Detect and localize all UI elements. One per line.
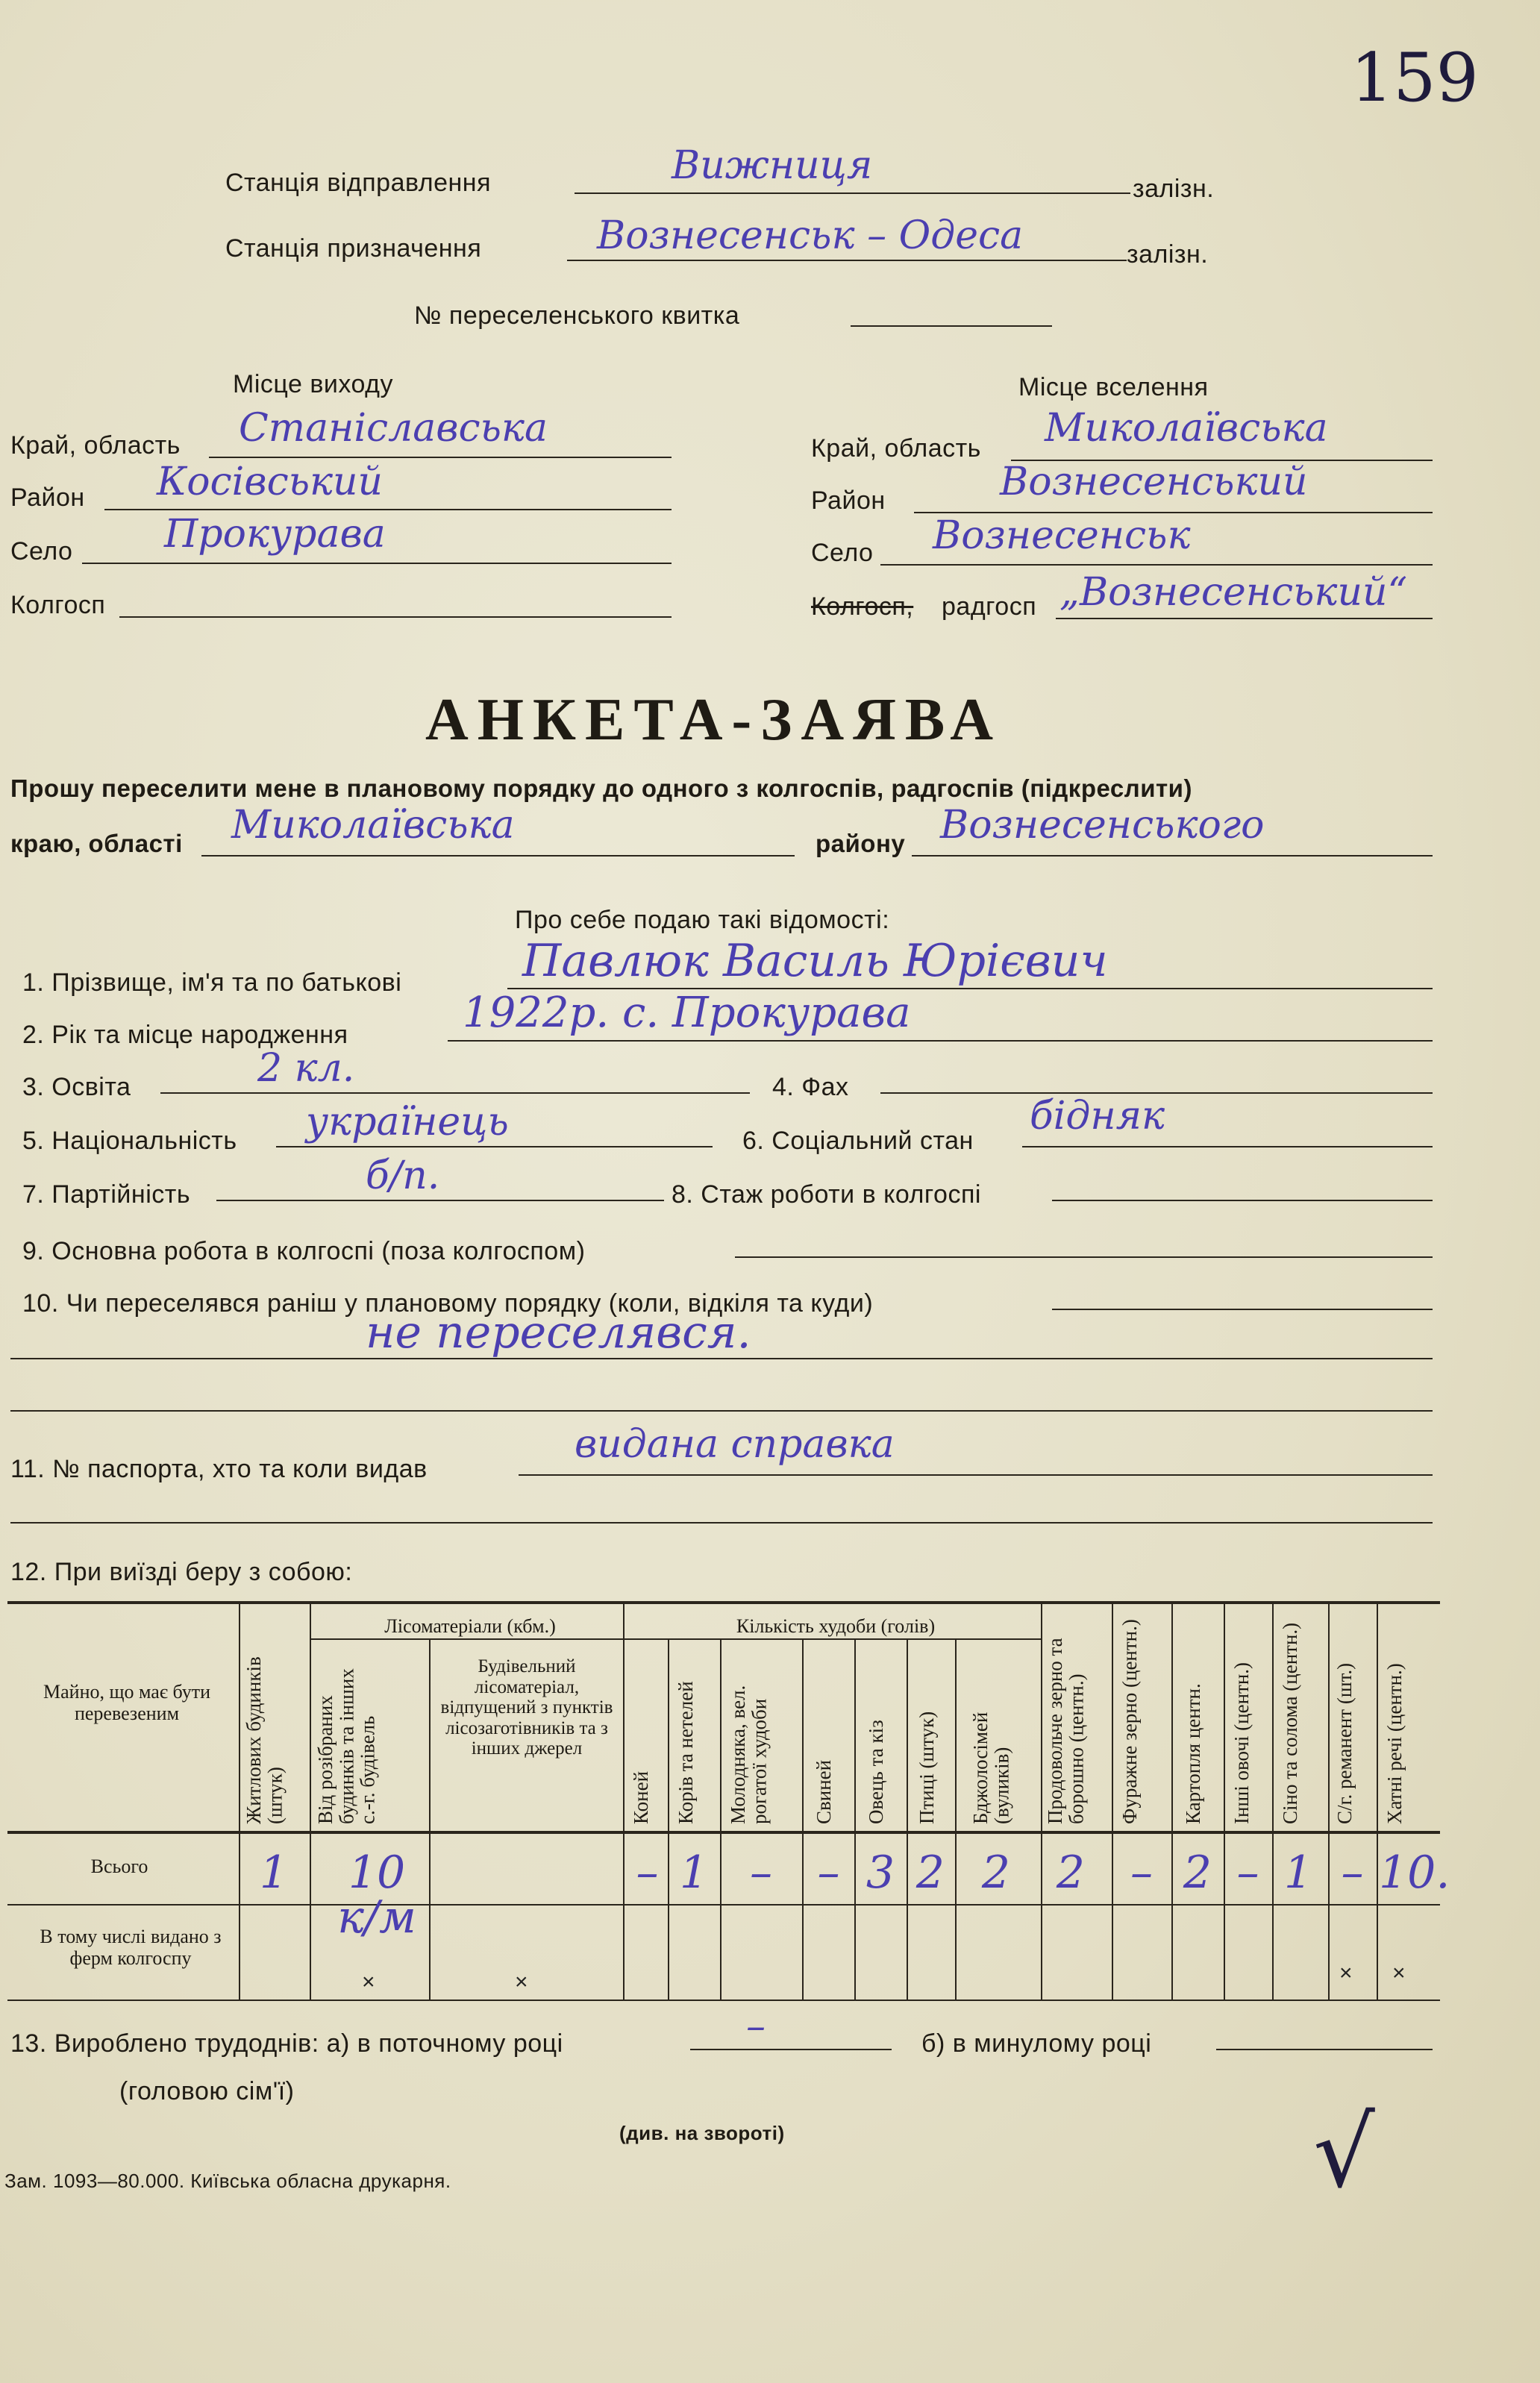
origin-district-line xyxy=(104,509,672,510)
total-young: – xyxy=(750,1847,772,1899)
field-6-line xyxy=(1022,1146,1433,1147)
row-farm-label: В тому числі видано з ферм колгоспу xyxy=(40,1926,222,1969)
table-col-line xyxy=(1112,1601,1113,2000)
col-hay: Сіно та солома (центн.) xyxy=(1279,1622,1301,1824)
total-feed: – xyxy=(1130,1847,1153,1899)
field-8-label: 8. Стаж роботи в колгоспі xyxy=(672,1180,981,1209)
request-district-label: району xyxy=(816,830,906,857)
col-feed: Фуражне зерно (центн.) xyxy=(1118,1619,1141,1824)
destination-station-suffix: залізн. xyxy=(1127,240,1209,269)
archive-page-number: 159 xyxy=(1350,39,1479,117)
col-tools: С/г. реманент (шт.) xyxy=(1333,1662,1356,1824)
field-7-value: б/п. xyxy=(366,1153,440,1198)
table-col-line xyxy=(1377,1601,1378,2000)
field-6-label: 6. Соціальний стан xyxy=(742,1127,974,1155)
table-row-header: Майно, що має бути перевезеним xyxy=(43,1681,210,1724)
table-col-line xyxy=(668,1638,669,2000)
field-10-line xyxy=(1052,1309,1433,1310)
origin-kolkhoz-label: Колгосп xyxy=(10,591,106,619)
ticket-label: № переселенського квитка xyxy=(414,301,740,330)
table-col-line xyxy=(907,1638,908,2000)
table-col-line xyxy=(802,1638,804,2000)
field-10-label: 10. Чи переселявся раніш у плановому порядку (коли, відкіля та куди) xyxy=(22,1289,874,1318)
table-header-bottom xyxy=(7,1831,1440,1834)
total-dismantled: 10 к/м xyxy=(337,1847,416,1944)
request-district-line xyxy=(912,855,1433,857)
field-11-line xyxy=(519,1474,1433,1476)
dest-region-value: Миколаївська xyxy=(1045,406,1328,451)
col-bees: Бджолосімей (вуликів) xyxy=(969,1712,1013,1824)
dest-kolkhoz-struck-label: Колгосп, xyxy=(811,592,914,621)
departure-line xyxy=(575,192,1130,194)
dest-village-value: Вознесенськ xyxy=(933,513,1191,558)
field-5-label: 5. Національність xyxy=(22,1127,237,1155)
col-building-timber: Будівельний лісоматеріал, відпущений з пунктів лісозаготівників та з інших джерел xyxy=(440,1656,613,1759)
table-top-border xyxy=(7,1601,1440,1604)
field-5-line xyxy=(276,1146,713,1147)
field-2-line xyxy=(448,1040,1433,1042)
col-horses: Коней xyxy=(630,1770,652,1824)
origin-heading: Місце виходу xyxy=(233,370,393,398)
col-grain: Продовольче зерно та борошно (центн.) xyxy=(1044,1638,1088,1824)
field-3-value: 2 кл. xyxy=(257,1046,355,1091)
col-houses: Житлових будинків (штук) xyxy=(242,1656,287,1824)
origin-kolkhoz-line xyxy=(119,616,672,618)
total-birds: 2 xyxy=(915,1847,945,1899)
dest-district-value: Вознесенський xyxy=(1000,460,1308,504)
field-13-a-line xyxy=(690,2049,892,2050)
see-back-note: (див. на звороті) xyxy=(619,2122,785,2144)
origin-region-line xyxy=(209,457,672,458)
origin-region-value: Станіславська xyxy=(239,406,548,451)
field-10-line-3 xyxy=(10,1410,1433,1412)
dest-village-label: Село xyxy=(811,539,874,567)
table-col-line xyxy=(429,1638,431,2000)
col-pigs: Свиней xyxy=(813,1759,835,1824)
col-dismantled: Від розібраних будинків та інших с.-г. будівель xyxy=(314,1668,379,1824)
dest-kolkhoz-value: „Вознесенський“ xyxy=(1059,570,1408,615)
field-11-line-2 xyxy=(10,1522,1433,1524)
ticket-line xyxy=(851,325,1052,327)
origin-district-value: Косівський xyxy=(157,460,384,504)
dest-region-label: Край, область xyxy=(811,434,981,463)
request-text: Прошу переселити мене в плановому порядку до одного з колгоспів, радгоспів (підкреслити) xyxy=(10,774,1192,802)
table-col-line xyxy=(1328,1601,1330,2000)
field-13-note: (головою сім'ї) xyxy=(119,2077,295,2105)
field-11-value: видана справка xyxy=(575,1422,895,1467)
field-13-label: 13. Вироблено трудоднів: а) в поточному році xyxy=(10,2029,563,2058)
total-sheep: 3 xyxy=(866,1847,895,1899)
field-12-label: 12. При виїзді беру з собою: xyxy=(10,1558,353,1586)
field-5-value: українець xyxy=(306,1100,509,1144)
table-bottom xyxy=(7,2000,1440,2001)
total-tools: – xyxy=(1341,1847,1364,1899)
total-vegetables: – xyxy=(1236,1847,1259,1899)
farm-mark-dismantled: × xyxy=(362,1970,375,1994)
timber-group-header: Лісоматеріали (кбм.) xyxy=(384,1615,556,1637)
field-13-b-label: б) в минулому році xyxy=(921,2029,1152,2058)
field-13-a-value: – xyxy=(746,2004,766,2049)
form-title: АНКЕТА-ЗАЯВА xyxy=(425,687,1003,753)
col-birds: Птиці (штук) xyxy=(915,1711,938,1824)
departure-label: Станція відправлення xyxy=(225,169,491,197)
total-grain: 2 xyxy=(1056,1847,1086,1899)
field-2-value: 1922р. с. Прокурава xyxy=(463,989,911,1037)
dest-sovkhoz-label: радгосп xyxy=(942,592,1037,621)
departure-value: Вижниця xyxy=(672,143,873,188)
field-7-label: 7. Партійність xyxy=(22,1180,191,1209)
col-potato: Картопля центн. xyxy=(1182,1683,1204,1824)
table-col-line xyxy=(955,1638,957,2000)
about-self-text: Про себе подаю такі відомості: xyxy=(515,906,890,934)
table-col-line xyxy=(623,1601,625,2000)
field-7-line xyxy=(216,1200,664,1201)
printer-imprint: Зам. 1093—80.000. Київська обласна друкарня. xyxy=(4,2170,451,2192)
origin-village-line xyxy=(82,563,672,564)
field-1-value: Павлюк Василь Юрієвич xyxy=(522,935,1108,987)
destination-station-label: Станція призначення xyxy=(225,234,482,263)
farm-mark-building-timber: × xyxy=(515,1970,528,1994)
dest-village-line xyxy=(880,564,1433,566)
table-col-line xyxy=(854,1638,856,2000)
origin-district-label: Район xyxy=(10,483,85,512)
col-sheep: Овець та кіз xyxy=(865,1720,887,1824)
field-4-label: 4. Фах xyxy=(772,1073,849,1101)
total-horses: – xyxy=(636,1847,659,1899)
livestock-group-header: Кількість худоби (голів) xyxy=(736,1615,936,1637)
table-col-line xyxy=(310,1601,311,2000)
dest-kolkhoz-line xyxy=(1056,618,1433,619)
origin-region-label: Край, область xyxy=(10,431,181,460)
farm-mark-household: × xyxy=(1392,1961,1406,1985)
row-total-label: Всього xyxy=(90,1856,148,1877)
destination-station-line xyxy=(567,260,1127,261)
table-col-line xyxy=(1224,1601,1225,2000)
field-1-label: 1. Прізвище, ім'я та по батькові xyxy=(22,968,402,997)
field-2-label: 2. Рік та місце народження xyxy=(22,1021,348,1049)
settlement-heading: Місце вселення xyxy=(1018,373,1209,401)
col-young-cattle: Молодняка, вел. рогатої худоби xyxy=(727,1685,771,1824)
table-col-line xyxy=(1171,1601,1173,2000)
total-bees: 2 xyxy=(981,1847,1011,1899)
total-houses: 1 xyxy=(259,1847,289,1899)
field-11-label: 11. № паспорта, хто та коли видав xyxy=(10,1455,428,1483)
request-region-label: краю, області xyxy=(10,830,183,857)
origin-village-label: Село xyxy=(10,537,73,566)
request-region-value: Миколаївська xyxy=(231,803,515,848)
dest-district-label: Район xyxy=(811,486,886,515)
col-cows: Корів та нетелей xyxy=(674,1681,697,1824)
livestock-group-line xyxy=(623,1638,1041,1640)
total-hay: 1 xyxy=(1283,1847,1313,1899)
total-cows: 1 xyxy=(679,1847,709,1899)
field-9-label: 9. Основна робота в колгоспі (поза колгоспом) xyxy=(22,1237,586,1265)
table-total-bottom xyxy=(7,1904,1440,1906)
field-9-line xyxy=(735,1256,1433,1258)
table-col-line xyxy=(720,1638,722,2000)
field-13-b-line xyxy=(1216,2049,1433,2050)
check-mark: √ xyxy=(1313,2096,1375,2209)
field-10-value: не переселявся. xyxy=(366,1306,751,1359)
field-3-line xyxy=(160,1092,750,1094)
field-6-value: бідняк xyxy=(1030,1094,1165,1139)
request-region-line xyxy=(201,855,795,857)
field-3-label: 3. Освіта xyxy=(22,1073,131,1101)
farm-mark-tools: × xyxy=(1339,1961,1353,1985)
col-household: Хатні речі (центн.) xyxy=(1383,1663,1406,1824)
field-8-line xyxy=(1052,1200,1433,1201)
table-col-line xyxy=(239,1601,240,2000)
request-district-value: Вознесенського xyxy=(940,803,1265,848)
timber-group-line xyxy=(310,1638,623,1640)
col-vegetables: Інші овочі (центн.) xyxy=(1230,1662,1253,1824)
total-pigs: – xyxy=(817,1847,840,1899)
table-col-line xyxy=(1041,1601,1042,2000)
total-household: 10. xyxy=(1379,1847,1450,1899)
origin-village-value: Прокурава xyxy=(164,512,386,557)
destination-station-value: Вознесенськ – Одеса xyxy=(597,213,1024,258)
table-col-line xyxy=(1272,1601,1274,2000)
departure-suffix: залізн. xyxy=(1133,175,1215,203)
total-potato: 2 xyxy=(1183,1847,1212,1899)
